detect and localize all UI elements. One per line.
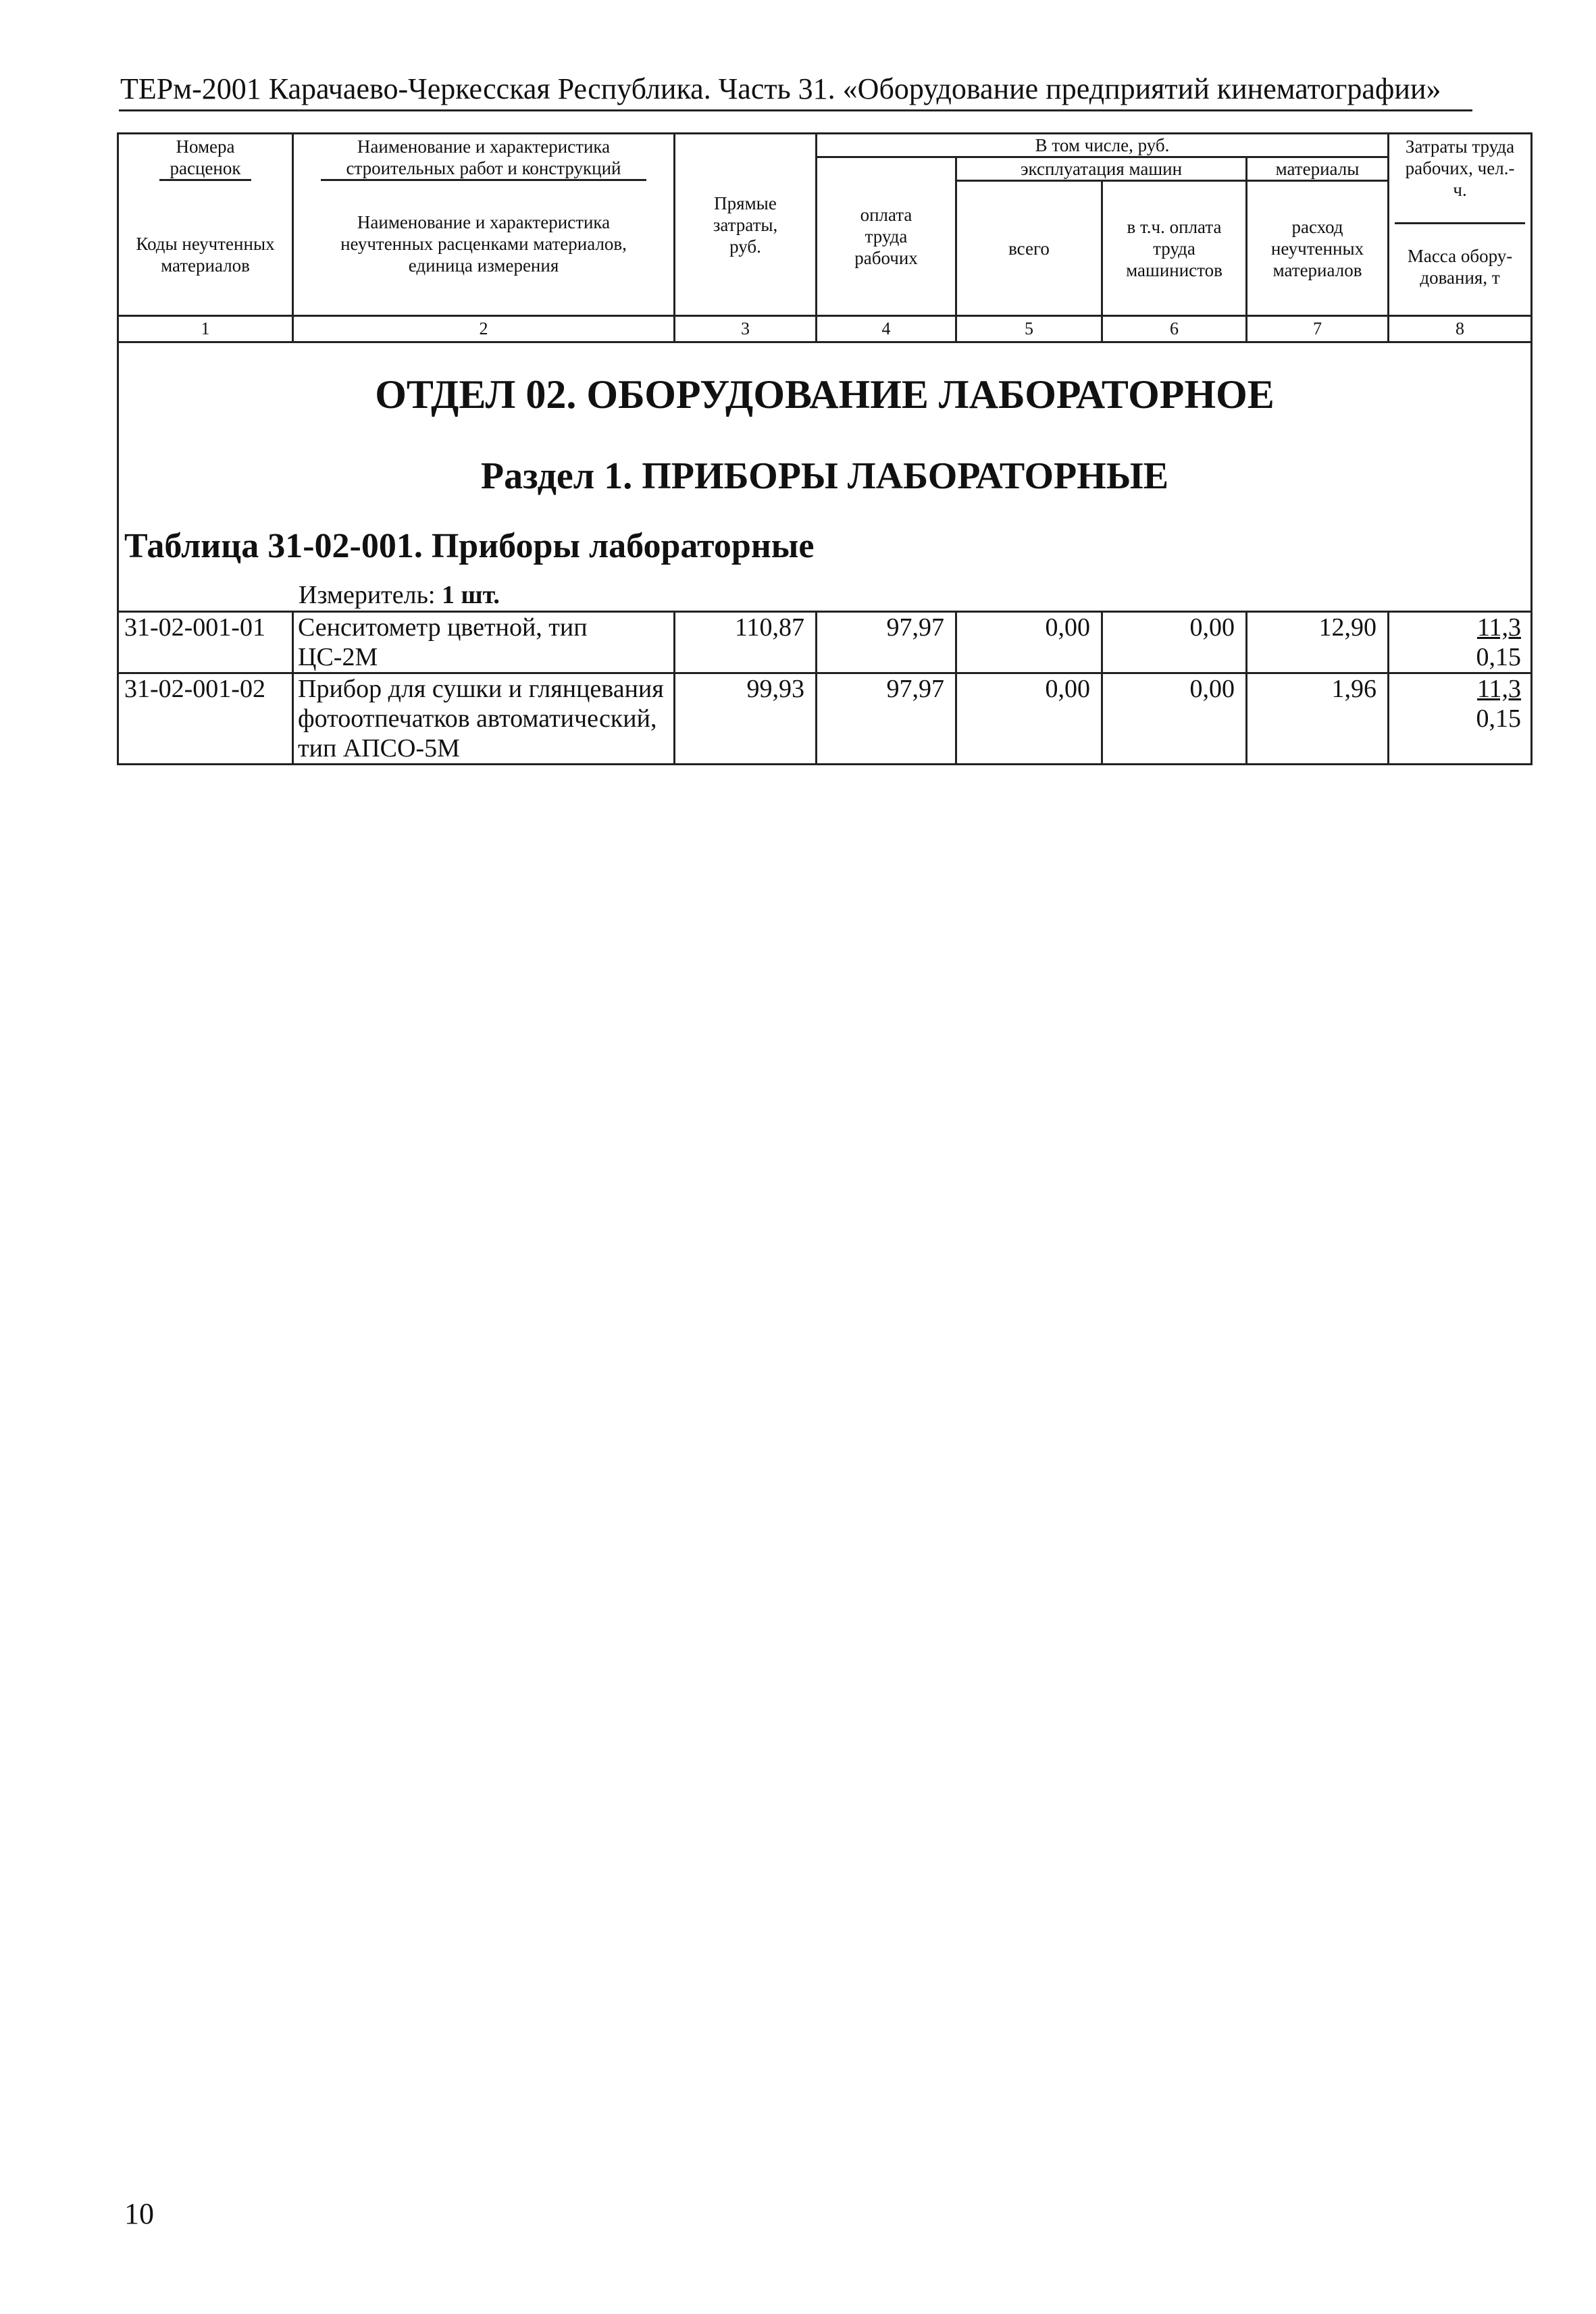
row-labor-hours: 11,3: [1476, 613, 1522, 642]
header-col8-divider: [1395, 222, 1525, 224]
document-header: ТЕРм-2001 Карачаево-Черкесская Республика. Часть 31. «Оборудование предприятий кинематографии»: [120, 72, 1441, 105]
row-labor: 97,97: [817, 673, 956, 765]
column-number: 2: [293, 316, 675, 342]
row-code: 31-02-001-01: [118, 612, 293, 673]
table-row: [118, 673, 1532, 765]
measure-label: Измеритель:: [299, 581, 442, 609]
header-group-materials: материалы: [1247, 157, 1389, 181]
column-number: 3: [675, 316, 817, 342]
department-title: ОТДЕЛ 02. ОБОРУДОВАНИЕ ЛАБОРАТОРНОЕ: [375, 372, 1275, 417]
header-col4-text: оплата труда рабочих: [854, 205, 918, 268]
column-number: 6: [1102, 316, 1247, 342]
column-number: 5: [956, 316, 1102, 342]
row-labor: 97,97: [817, 612, 956, 673]
header-col1: [118, 134, 293, 316]
header-col3-text: Прямые затраты, руб.: [713, 192, 778, 257]
column-number: 4: [817, 316, 956, 342]
section-title-block: [118, 342, 1532, 612]
header-col1-bottom: Коды неучтенных материалов: [136, 234, 275, 276]
row-mass: 0,15: [1476, 704, 1522, 733]
header-col3: [675, 134, 817, 316]
measure-line: [119, 567, 1530, 611]
table-title: Таблица 31-02-001. Приборы лабораторные: [124, 527, 815, 565]
row-machines: 0,00: [956, 612, 1102, 673]
header-col4: [817, 157, 956, 316]
header-col2: [293, 134, 675, 316]
header-group-machines: эксплуатация машин: [956, 157, 1247, 181]
row-machines: 0,00: [956, 673, 1102, 765]
row-mass: 0,15: [1476, 643, 1522, 671]
row-direct: 99,93: [675, 673, 817, 765]
page-number: 10: [124, 2197, 154, 2230]
header-rule: [119, 109, 1472, 111]
row-machinists: 0,00: [1102, 673, 1247, 765]
column-number-row: [118, 316, 1532, 342]
header-group-incl: В том числе, руб.: [817, 134, 1389, 157]
header-col2-top: Наименование и характеристика строительных работ и конструкций: [321, 134, 646, 181]
measure-value: 1 шт.: [442, 581, 500, 609]
header-col8-top: Затраты труда рабочих, чел.-ч.: [1405, 136, 1515, 200]
row-labor-mass: [1389, 673, 1532, 765]
row-labor-hours: 11,3: [1476, 675, 1522, 703]
column-number: 7: [1247, 316, 1389, 342]
header-col8-bottom: Масса обору-дования, т: [1407, 246, 1513, 288]
column-number: 1: [118, 316, 293, 342]
header-col2-bottom: Наименование и характеристика неучтенных расценками материалов, единица измерения: [340, 212, 627, 276]
row-name: Сенситометр цветной, тип ЦС-2М: [293, 612, 675, 673]
header-col1-top: Номера расценок: [159, 134, 251, 181]
row-materials: 12,90: [1247, 612, 1389, 673]
header-col7: [1247, 181, 1389, 316]
section-title: Раздел 1. ПРИБОРЫ ЛАБОРАТОРНЫЕ: [480, 455, 1169, 497]
row-materials: 1,96: [1247, 673, 1389, 765]
column-number: 8: [1389, 316, 1532, 342]
header-col7-text: расход неучтенных материалов: [1270, 216, 1364, 280]
row-machinists: 0,00: [1102, 612, 1247, 673]
header-col6-text: в т.ч. оплата труда машинистов: [1126, 216, 1222, 280]
header-col6: [1102, 181, 1247, 316]
row-labor-mass: [1389, 612, 1532, 673]
table-row: [118, 612, 1532, 673]
row-code: 31-02-001-02: [118, 673, 293, 765]
header-col5: всего: [956, 181, 1102, 316]
row-name: Прибор для сушки и глянцевания фотоотпечатков автоматический, тип АПСО-5М: [293, 673, 675, 765]
row-direct: 110,87: [675, 612, 817, 673]
header-col8: [1389, 134, 1532, 316]
estimate-table: [117, 132, 1533, 765]
